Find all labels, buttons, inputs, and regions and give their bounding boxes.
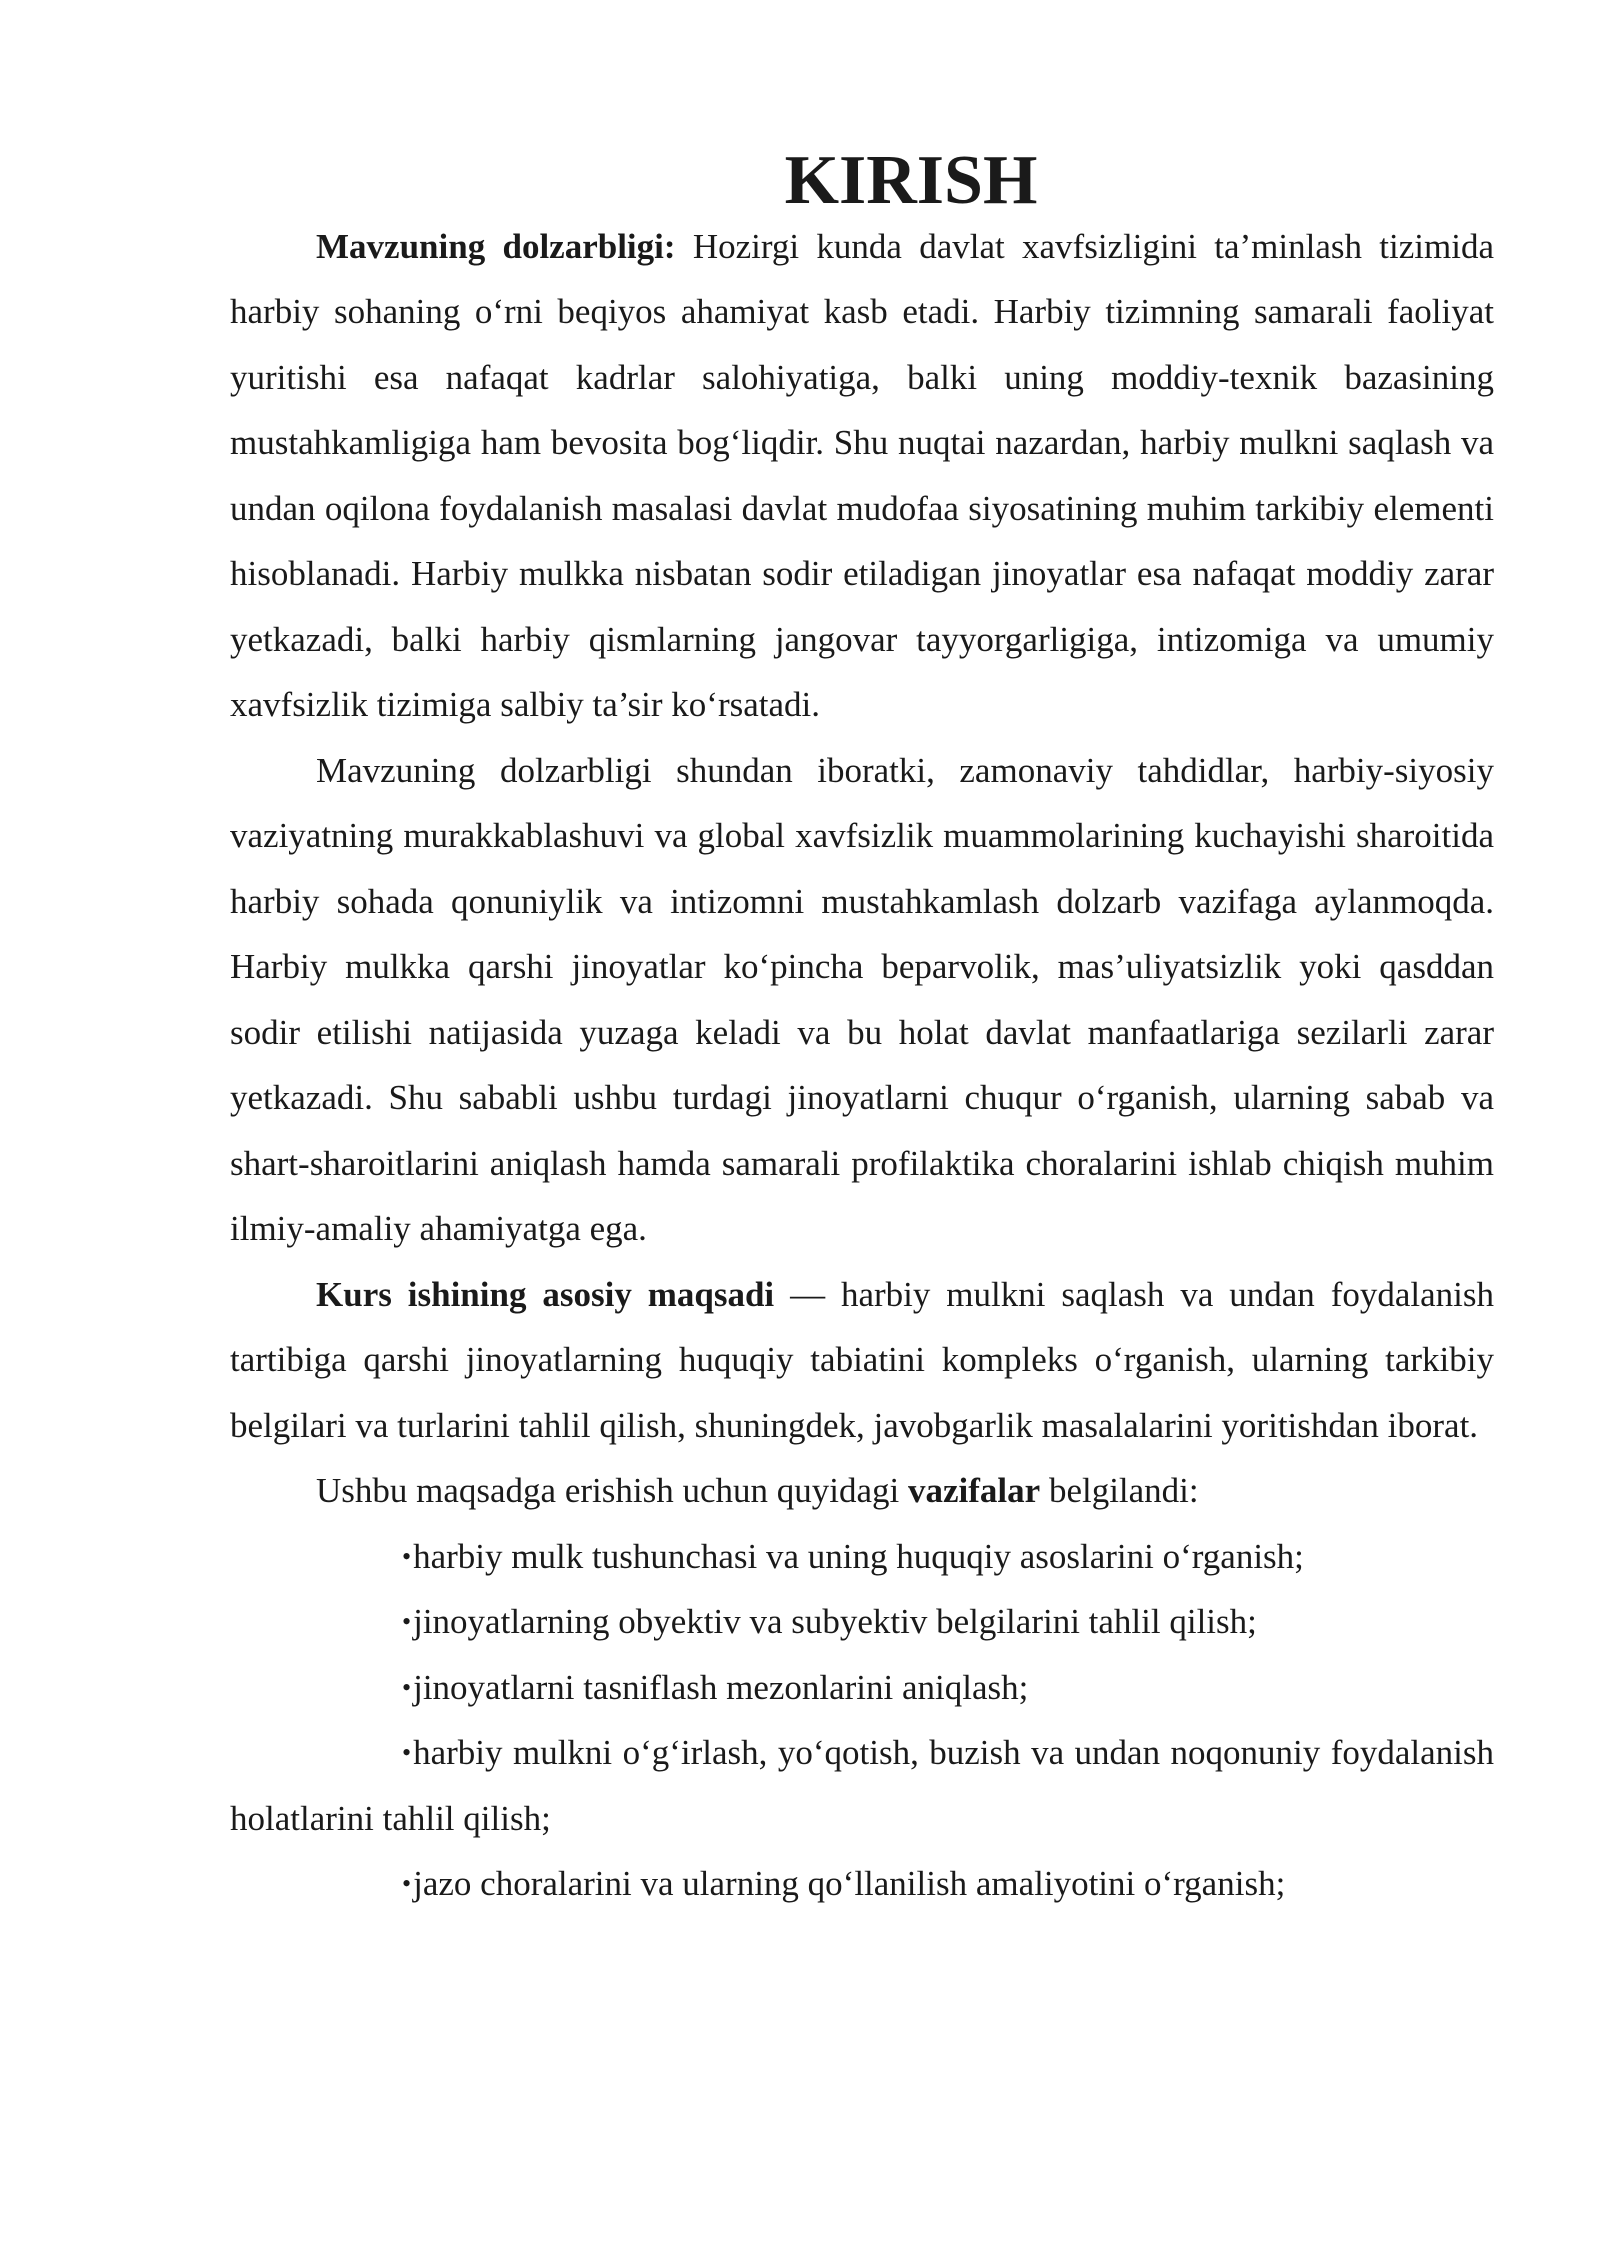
list-item [230, 1720, 1494, 1851]
bullet-icon: • [402, 1672, 412, 1702]
tasks-intro-after: belgilandi: [1040, 1471, 1199, 1510]
list-item-text: harbiy mulkni o‘g‘irlash, yo‘qotish, buzish va undan noqonuniy foydalanish holatlarini tahlil qilish; [230, 1733, 1494, 1838]
list-item-text: harbiy mulk tushunchasi va uning huquqiy asoslarini o‘rganish; [413, 1536, 1304, 1576]
page-title: KIRISH [784, 142, 1038, 219]
bullet-icon: • [402, 1738, 412, 1767]
tasks-intro-bold: vazifalar [908, 1471, 1041, 1510]
bullet-icon: • [402, 1607, 412, 1636]
goal-heading: Kurs ishining asosiy maqsadi [316, 1274, 775, 1314]
list-item-text: jinoyatlarni tasniflash mezonlarini aniqlash; [413, 1667, 1029, 1707]
paragraph-tasks-intro [230, 1458, 1494, 1524]
list-item-text: jazo choralarini va ularning qo‘llanilish amaliyotini o‘rganish; [413, 1864, 1286, 1903]
tasks-intro-before: Ushbu maqsadga erishish uchun quyidagi [316, 1471, 908, 1510]
relevance-details-text: Mavzuning dolzarbligi shundan iboratki, zamonaviy tahdidlar, harbiy-siyosiy vaziyatning murakkablashuvi va global xavfsizlik muammolarining kuchayishi sharoitida harbiy sohada qonuniylik va intizomni mustahkamlash dolzarb vazifaga aylanmoqda. Harbiy mulkka qarshi jinoyatlar ko‘pincha beparvolik, mas’uliyatsizlik yoki qasddan sodir etilishi natijasida yuzaga keladi va bu holat davlat manfaatlariga sezilarli zarar yetkazadi. Shu sababli ushbu turdagi jinoyatlarni chuqur o‘rganish, ularning sabab va shart-sharoitlarini aniqlash hamda samarali profilaktika choralarini ishlab chiqish muhim ilmiy-amaliy ahamiyatga ega. [230, 750, 1494, 1248]
relevance-heading: Mavzuning dolzarbligi: [316, 226, 676, 266]
paragraph-relevance [230, 214, 1494, 738]
bullet-icon: • [402, 1541, 412, 1571]
list-item [230, 1524, 1494, 1590]
document-body [230, 142, 1494, 1917]
list-item [230, 1851, 1494, 1917]
list-item-text: jinoyatlarning obyektiv va subyektiv belgilarini tahlil qilish; [413, 1602, 1257, 1641]
goal-text: — harbiy mulkni saqlash va undan foydalanish tartibiga qarshi jinoyatlarning huquqiy tabiatini kompleks o‘rganish, ularning tarkibiy belgilari va turlarini tahlil qilish, shuningdek, javobgarlik masalalarini yoritishdan iborat. [230, 1274, 1494, 1445]
list-item [230, 1655, 1494, 1721]
paragraph-relevance-details [230, 738, 1494, 1262]
paragraph-goal [230, 1262, 1494, 1459]
list-item [230, 1589, 1494, 1655]
bullet-icon: • [402, 1869, 412, 1898]
relevance-text: Hozirgi kunda davlat xavfsizligini ta’minlash tizimida harbiy sohaning o‘rni beqiyos ahamiyat kasb etadi. Harbiy tizimning samarali faoliyat yuritishi esa nafaqat kadrlar salohiyatiga, balki uning moddiy-texnik bazasining mustahkamligiga ham bevosita bog‘liqdir. Shu nuqtai nazardan, harbiy mulkni saqlash va undan oqilona foydalanish masalasi davlat mudofaa siyosatining muhim tarkibiy elementi hisoblanadi. Harbiy mulkka nisbatan sodir etiladigan jinoyatlar esa nafaqat moddiy zarar yetkazadi, balki harbiy qismlarning jangovar tayyorgarligiga, intizomiga va umumiy xavfsizlik tizimiga salbiy ta’sir ko‘rsatadi. [230, 226, 1494, 724]
